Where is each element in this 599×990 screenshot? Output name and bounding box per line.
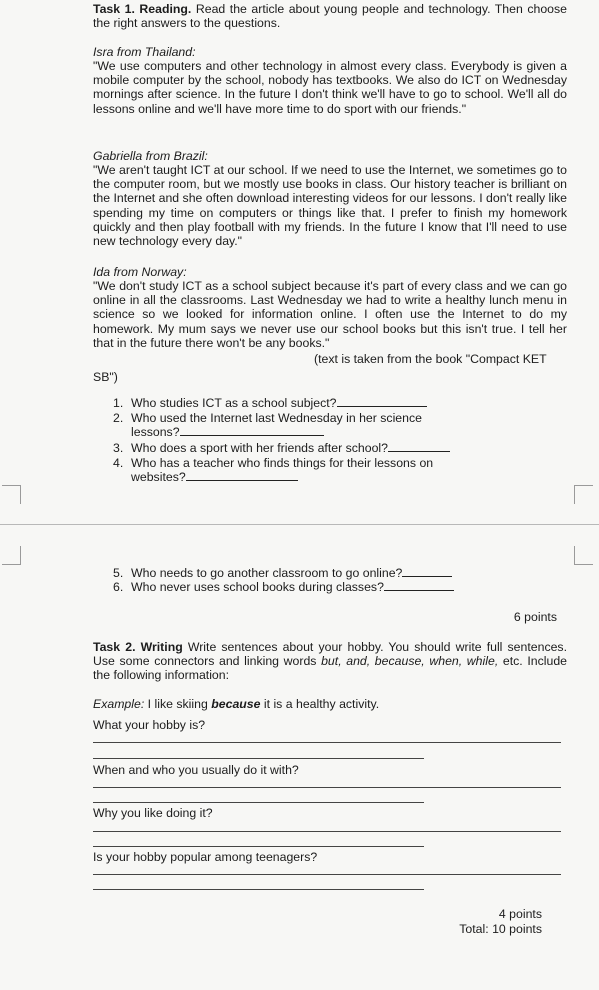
task2-instruction-text: Write sentences about your hobby. You should write full sentences. Use some connectors and linking words: [93, 640, 567, 669]
question-number: 2.: [113, 411, 124, 425]
prompt-why: Why you like doing it?: [93, 806, 213, 820]
question-text: Who studies ICT as a school subject?: [131, 396, 337, 410]
writing-line[interactable]: [93, 889, 424, 890]
prompt-popular: Is your hobby popular among teenagers?: [93, 850, 318, 864]
question-number: 4.: [113, 456, 124, 470]
task1-points: 6 points: [513, 610, 557, 624]
question-text-cont: websites?: [131, 470, 186, 485]
question-number: 5.: [113, 566, 124, 580]
page-break: [0, 524, 599, 525]
question-number: 6.: [113, 580, 124, 594]
task2-example: [93, 697, 567, 711]
writing-line[interactable]: [93, 787, 561, 788]
writing-line[interactable]: [93, 758, 424, 759]
article-text-isra: "We use computers and other technology in almost every class. Everybody is given a mobile computer by the school, nobody has textbooks. We also do ICT on Wednesday mornings after science. In the future I don't think we'll have to go to school. We'll all do lessons online and we'll have more time to do sport with our friends.": [93, 59, 567, 116]
question-number: 3.: [113, 441, 124, 455]
answer-blank[interactable]: [388, 441, 450, 452]
task1-instruction-text: Read the article about young people and technology. Then choose the right answers to the questions.: [93, 2, 567, 31]
answer-blank[interactable]: [337, 396, 427, 407]
page-corner-mark: [2, 546, 21, 565]
prompt-when-who: When and who you usually do it with?: [93, 763, 299, 777]
page-corner-mark: [2, 485, 21, 504]
question-text: Who needs to go another classroom to go online?: [131, 566, 403, 580]
article-text-ida: "We don't study ICT as a school subject because it's part of every class and we can go online in all the classrooms. Last Wednesday we had to write a healthy lunch menu in science so we looked for information online. I often use the Internet to do my homework. My mum says we never use our school books but this isn't true. I tell her that in the future there won't be any books.": [93, 279, 567, 350]
question-number: 1.: [113, 396, 124, 410]
article-text-gabriella: "We aren't taught ICT at our school. If we need to use the Internet, we sometimes go to the computer room, but we mostly use books in class. Our history teacher is brilliant on the Internet and she often download interesting videos for our lessons. I don't really like spending my time on computers or things like that. I prefer to finish my homework quickly and then play football with my friends. In the future I know that I'll need to use new technology every day.": [93, 163, 568, 249]
writing-line[interactable]: [93, 874, 561, 875]
task1-title: Task 1. Reading.: [93, 2, 192, 16]
source-note-line2: SB"): [93, 370, 118, 384]
source-note-line1: (text is taken from the book "Compact KET: [314, 352, 547, 366]
page-corner-mark: [574, 546, 593, 565]
task2-instruction-text2: etc. Include the following information:: [93, 654, 567, 683]
question-text-cont: lessons?: [131, 425, 180, 440]
writing-line[interactable]: [93, 742, 561, 743]
task2-instruction: [93, 640, 567, 683]
article-author-ida: Ida from Norway:: [93, 265, 187, 279]
question-text: Who has a teacher who finds things for their lessons on: [131, 456, 434, 470]
writing-line[interactable]: [93, 831, 561, 832]
task1-instruction: [93, 2, 567, 30]
article-author-gabriella: Gabriella from Brazil:: [93, 149, 208, 163]
example-label: Example:: [93, 697, 145, 711]
answer-blank[interactable]: [384, 580, 454, 591]
question-text: Who never uses school books during classes?: [131, 580, 384, 594]
example-keyword: because: [211, 697, 261, 711]
writing-line[interactable]: [93, 846, 424, 847]
answer-blank[interactable]: [186, 470, 298, 481]
page-corner-mark: [574, 485, 593, 504]
task2-title: Task 2. Writing: [93, 640, 183, 654]
task2-points: 4 points: [498, 907, 542, 921]
prompt-hobby: What your hobby is?: [93, 718, 206, 732]
writing-line[interactable]: [93, 802, 424, 803]
article-author-isra: Isra from Thailand:: [93, 45, 196, 59]
answer-blank[interactable]: [402, 566, 452, 577]
example-text: I like skiing: [144, 697, 212, 711]
question-text: Who used the Internet last Wednesday in her science: [131, 411, 422, 425]
total-points: Total: 10 points: [459, 922, 542, 936]
question-text: Who does a sport with her friends after school?: [131, 441, 388, 455]
answer-blank[interactable]: [180, 425, 324, 436]
task2-connectors: but, and, because, when, while,: [321, 654, 499, 669]
example-text-end: it is a healthy activity.: [260, 697, 380, 711]
